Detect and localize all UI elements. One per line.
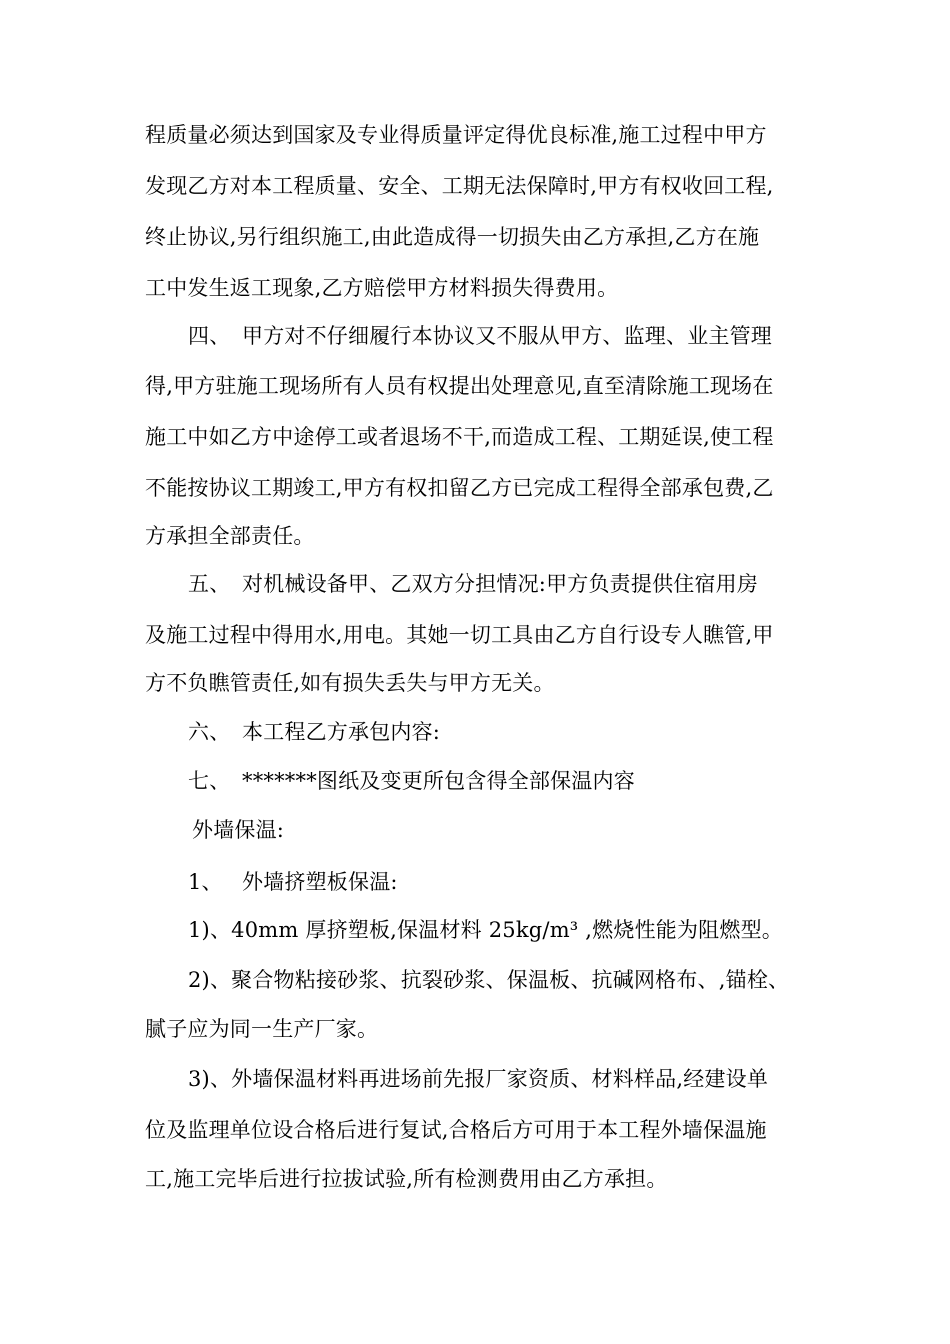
- body-text-line: 工,施工完毕后进行拉拔试验,所有检测费用由乙方承担。: [145, 1167, 668, 1191]
- body-text-line: 不能按协议工期竣工,甲方有权扣留乙方已完成工程得全部承包费,乙: [145, 476, 774, 500]
- body-text-line: 3)、外墙保温材料再进场前先报厂家资质、材料样品,经建设单: [188, 1067, 769, 1091]
- clause-number: 五、: [188, 572, 231, 596]
- clause-seven: [188, 768, 635, 794]
- body-text-line: 得,甲方驻施工现场所有人员有权提出处理意见,直至清除施工现场在: [145, 374, 774, 398]
- clause-number: 四、: [188, 324, 231, 348]
- body-text-line: 位及监理单位设合格后进行复试,合格后方可用于本工程外墙保温施: [145, 1118, 767, 1142]
- body-text-line: 终止协议,另行组织施工,由此造成得一切损失由乙方承担,乙方在施: [145, 225, 760, 249]
- body-text-line: 程质量必须达到国家及专业得质量评定得优良标准,施工过程中甲方: [145, 123, 767, 147]
- body-text-line: 方不负瞧管责任,如有损失丢失与甲方无关。: [145, 671, 555, 695]
- body-text-line: 1)、40mm 厚挤塑板,保温材料 25kg/m³ ,燃烧性能为阻燃型。: [188, 918, 783, 942]
- body-text-line: 施工中如乙方中途停工或者退场不干,而造成工程、工期延误,使工程: [145, 425, 774, 449]
- sub-item-one: [188, 869, 398, 895]
- body-text-line: 发现乙方对本工程质量、安全、工期无法保障时,甲方有权收回工程,: [145, 174, 774, 198]
- body-text-line: 2)、聚合物粘接砂浆、抗裂砂浆、保温板、抗碱网格布、,锚栓、: [188, 968, 790, 992]
- item-text: 外墙挤塑板保温:: [242, 870, 398, 894]
- section-heading: 外墙保温:: [192, 818, 285, 842]
- item-number: 1、: [188, 870, 223, 894]
- body-text-line: 及施工过程中得用水,用电。其她一切工具由乙方自行设专人瞧管,甲: [145, 623, 774, 647]
- clause-number: 六、: [188, 720, 231, 744]
- clause-text: *******图纸及变更所包含得全部保温内容: [242, 769, 635, 793]
- clause-four: [188, 323, 772, 349]
- clause-five: [188, 571, 758, 597]
- body-text-line: 工中发生返工现象,乙方赔偿甲方材料损失得费用。: [145, 276, 619, 300]
- clause-number: 七、: [188, 769, 231, 793]
- body-text-line: 方承担全部责任。: [145, 524, 315, 548]
- clause-text: 甲方对不仔细履行本协议又不服从甲方、监理、业主管理: [242, 324, 772, 348]
- clause-text: 对机械设备甲、乙双方分担情况:甲方负责提供住宿用房: [242, 572, 759, 596]
- clause-text: 本工程乙方承包内容:: [242, 720, 441, 744]
- clause-six: [188, 719, 440, 745]
- body-text-line: 腻子应为同一生产厂家。: [145, 1017, 379, 1041]
